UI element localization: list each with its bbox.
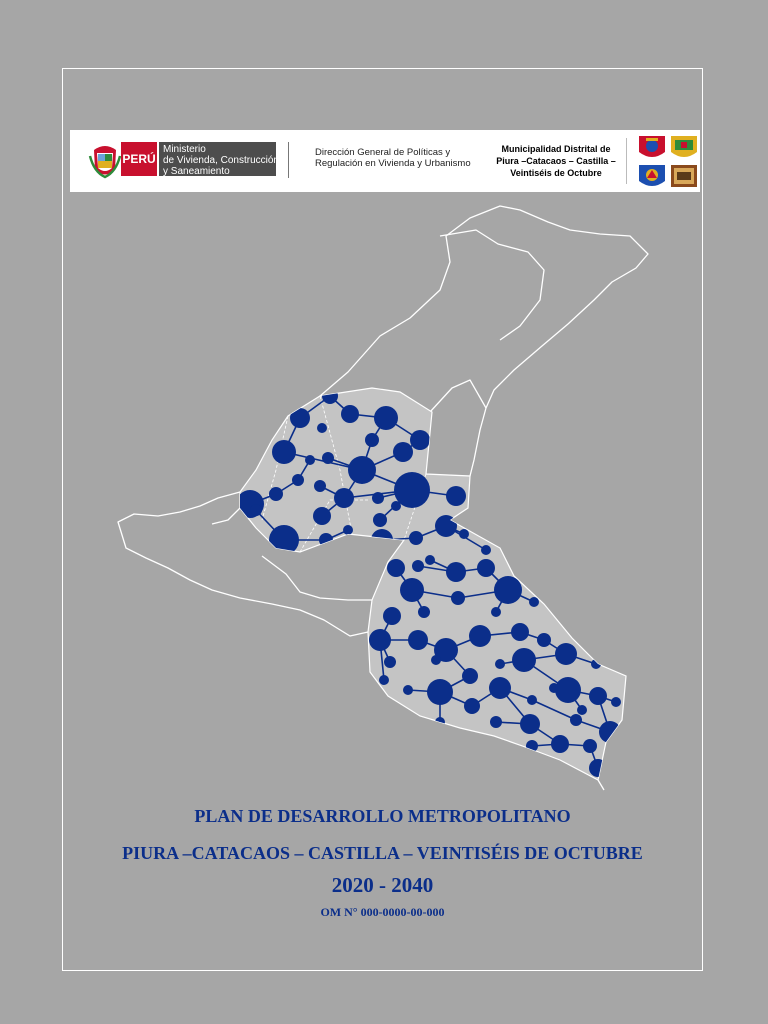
network-node — [269, 487, 283, 501]
north-inner-boundary — [440, 230, 544, 340]
ministry-line-3: y Saneamiento — [163, 166, 230, 177]
network-node — [459, 529, 469, 539]
network-node — [418, 606, 430, 618]
network-node — [272, 440, 296, 464]
network-node — [611, 697, 621, 707]
network-node — [464, 698, 480, 714]
south-tip-boundary — [598, 780, 604, 790]
network-node — [446, 486, 466, 506]
country-label: PERÚ — [122, 152, 156, 166]
municipality-line-3: Veintiséis de Octubre — [510, 168, 602, 178]
network-node — [489, 677, 511, 699]
network-node — [412, 560, 424, 572]
network-node — [551, 735, 569, 753]
network-node — [314, 480, 326, 492]
network-node — [317, 423, 327, 433]
municipality-line-1: Municipalidad Distrital de — [501, 144, 611, 154]
network-node — [371, 529, 393, 551]
network-node — [555, 643, 577, 665]
network-node — [425, 555, 435, 565]
network-node — [369, 629, 391, 651]
urban-area-fill — [240, 388, 626, 780]
network-node — [383, 607, 401, 625]
network-node — [393, 442, 413, 462]
network-node — [373, 513, 387, 527]
network-node — [250, 504, 262, 516]
network-node — [494, 576, 522, 604]
network-node — [520, 714, 540, 734]
network-node — [374, 406, 398, 430]
plan-period: 2020 - 2040 — [331, 873, 434, 897]
plan-subtitle: PIURA –CATACAOS – CASTILLA – VEINTISÉIS DE OCTUBRE — [122, 843, 643, 863]
network-node — [583, 739, 597, 753]
network-node — [427, 679, 453, 705]
network-node — [322, 452, 334, 464]
network-node — [495, 659, 505, 669]
network-node — [313, 507, 331, 525]
network-node — [589, 687, 607, 705]
network-node — [292, 474, 304, 486]
network-node — [348, 456, 376, 484]
network-node — [477, 559, 495, 577]
directorate-line-2: Regulación en Vivienda y Urbanismo — [315, 158, 471, 169]
network-node — [435, 515, 457, 537]
network-node — [403, 685, 413, 695]
network-node — [343, 525, 353, 535]
directorate-line-1: Dirección General de Políticas y — [315, 147, 451, 158]
network-node — [599, 721, 621, 743]
network-node — [387, 559, 405, 577]
network-node — [365, 433, 379, 447]
plan-title: PLAN DE DESARROLLO METROPOLITANO — [194, 806, 571, 826]
network-node — [334, 488, 354, 508]
network-node — [555, 677, 581, 703]
network-node — [408, 630, 428, 650]
network-node — [372, 492, 384, 504]
network-node — [490, 716, 502, 728]
network-node — [512, 648, 536, 672]
network-node — [400, 578, 424, 602]
network-node — [341, 405, 359, 423]
east-link-boundary — [430, 380, 486, 412]
network-node — [290, 408, 310, 428]
network-node — [409, 531, 423, 545]
network-node — [527, 695, 537, 705]
network-node — [469, 625, 491, 647]
network-node — [384, 656, 396, 668]
network-node — [577, 705, 587, 715]
ordinance-number: OM N° 000-0000-00-000 — [320, 905, 445, 919]
network-node — [526, 740, 538, 752]
network-node — [529, 597, 539, 607]
municipality-line-2: Piura –Catacaos – Castilla – — [496, 156, 616, 166]
network-node — [410, 430, 430, 450]
network-node — [537, 633, 551, 647]
network-node — [481, 545, 491, 555]
network-node — [491, 607, 501, 617]
network-node — [431, 655, 441, 665]
network-node — [511, 623, 529, 641]
ministry-line-1: Ministerio — [163, 144, 206, 155]
network-node — [451, 591, 465, 605]
ministry-line-2: de Vivienda, Construcción — [163, 155, 279, 166]
network-node — [462, 668, 478, 684]
network-node — [570, 714, 582, 726]
network-node — [589, 759, 607, 777]
inner-boundary — [262, 556, 372, 600]
network-node — [446, 562, 466, 582]
network-node — [379, 675, 389, 685]
network-node — [319, 533, 333, 547]
network-node — [305, 455, 315, 465]
network-node — [269, 525, 299, 555]
network-node — [322, 388, 338, 404]
network-node — [435, 717, 445, 727]
network-node — [391, 501, 401, 511]
